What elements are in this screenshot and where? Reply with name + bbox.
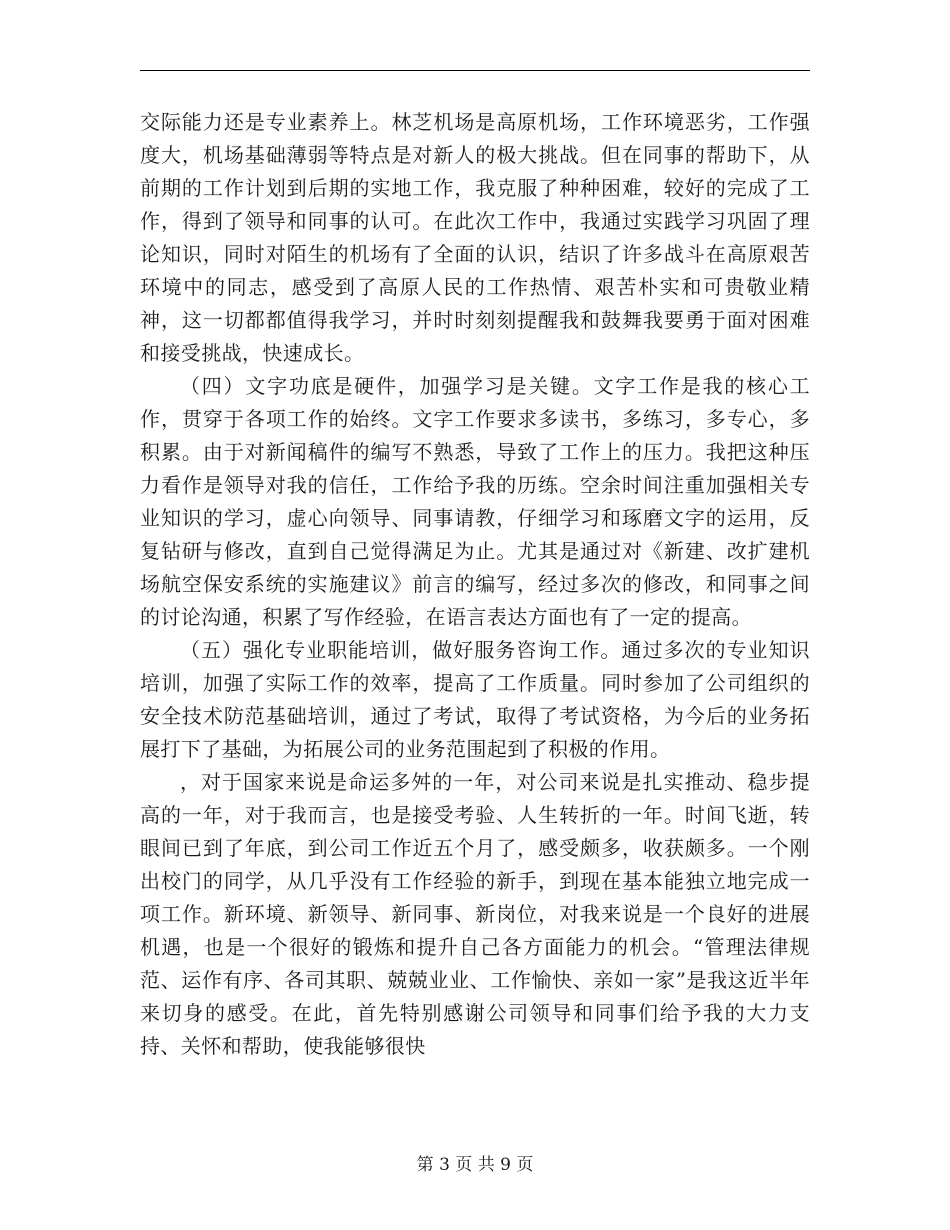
page-number-footer: 第 3 页 共 9 页 [416,1155,534,1175]
paragraph-section-four: （四）文字功底是硬件，加强学习是关键。文字工作是我的核心工作，贯穿于各项工作的始终。文字工作要求多读书，多练习，多专心，多积累。由于对新闻稿件的编写不熟悉，导致了工作上的压力。我把这种压力看作是领导对我的信任，工作给予我的历练。空余时间注重加强相关专业知识的学习，虚心向领导、同事请教，仔细学习和琢磨文字的运用，反复钻研与修改，直到自己觉得满足为止。尤其是通过对《新建、改扩建机场航空保安系统的实施建议》前言的编写，经过多次的修改，和同事之间的讨论沟通，积累了写作经验，在语言表达方面也有了一定的提高。 [140,374,810,629]
paragraph-section-five: （五）强化专业职能培训，做好服务咨询工作。通过多次的专业知识培训，加强了实际工作的效率，提高了工作质量。同时参加了公司组织的安全技术防范基础培训，通过了考试，取得了考试资格，为今后的业务拓展打下了基础，为拓展公司的业务范围起到了积极的作用。 [140,638,810,761]
header-rule [140,70,810,71]
paragraph-continuation: 交际能力还是专业素养上。林芝机场是高原机场，工作环境恶劣，工作强度大，机场基础薄弱等特点是对新人的极大挑战。但在同事的帮助下，从前期的工作计划到后期的实地工作，我克服了种种困难，较好的完成了工作，得到了领导和同事的认可。在此次工作中，我通过实践学习巩固了理论知识，同时对陌生的机场有了全面的认识，结识了许多战斗在高原艰苦环境中的同志，感受到了高原人民的工作热情、艰苦朴实和可贵敬业精神，这一切都都值得我学习，并时时刻刻提醒我和鼓舞我要勇于面对困难和接受挑战，快速成长。 [140,110,810,365]
document-body [140,106,810,1063]
paragraph-year-summary: ，对于国家来说是命运多舛的一年，对公司来说是扎实推动、稳步提高的一年，对于我而言，也是接受考验、人生转折的一年。时间飞逝，转眼间已到了年底，到公司工作近五个月了，感受颇多，收获颇多。一个刚出校门的同学，从几乎没有工作经验的新手，到现在基本能独立地完成一项工作。新环境、新领导、新同事、新岗位，对我来说是一个良好的进展机遇，也是一个很好的锻炼和提升自己各方面能力的机会。“管理法律规范、运作有序、各司其职、兢兢业业、工作愉快、亲如一家”是我这近半年来切身的感受。在此，首先特别感谢公司领导和同事们给予我的大力支持、关怀和帮助，使我能够很快 [140,770,810,1058]
